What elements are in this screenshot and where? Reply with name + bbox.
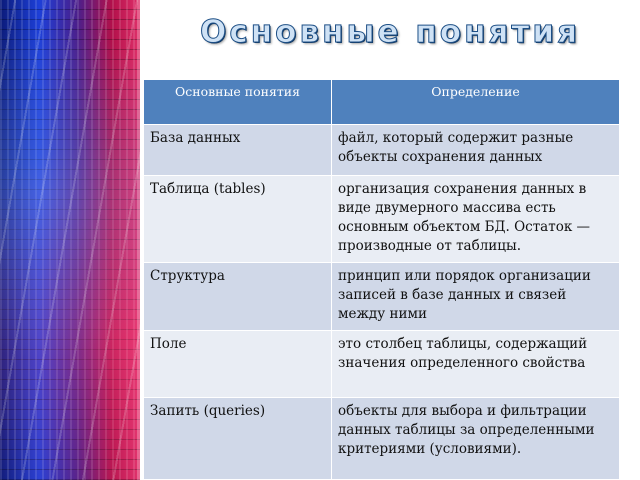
table-row <box>144 125 620 176</box>
column-header-term: Основные понятия <box>144 80 332 125</box>
definition-cell: организация сохранения данных в виде двумерного массива есть основным объектом БД. Остаток — производные от таблицы. <box>332 176 620 263</box>
table-row <box>144 331 620 398</box>
term-cell: Таблица (tables) <box>144 176 332 263</box>
term-cell: Структура <box>144 263 332 331</box>
definition-cell: принцип или порядок организации записей в базе данных и связей между ними <box>332 263 620 331</box>
decorative-code-art-image <box>0 0 140 480</box>
table-row <box>144 398 620 480</box>
table-header-row <box>144 80 620 125</box>
table-row <box>144 263 620 331</box>
definition-cell: это столбец таблицы, содержащий значения определенного свойства <box>332 331 620 398</box>
term-cell: База данных <box>144 125 332 176</box>
term-cell: Запить (queries) <box>144 398 332 480</box>
table-row <box>144 176 620 263</box>
term-cell: Поле <box>144 331 332 398</box>
slide-title: Основные понятия <box>200 14 580 50</box>
definition-cell: файл, который содержит разные объекты сохранения данных <box>332 125 620 176</box>
definition-cell: объекты для выбора и фильтрации данных таблицы за определенными критериями (условиями). <box>332 398 620 480</box>
column-header-definition: Определение <box>332 80 620 125</box>
concepts-table <box>143 79 620 480</box>
